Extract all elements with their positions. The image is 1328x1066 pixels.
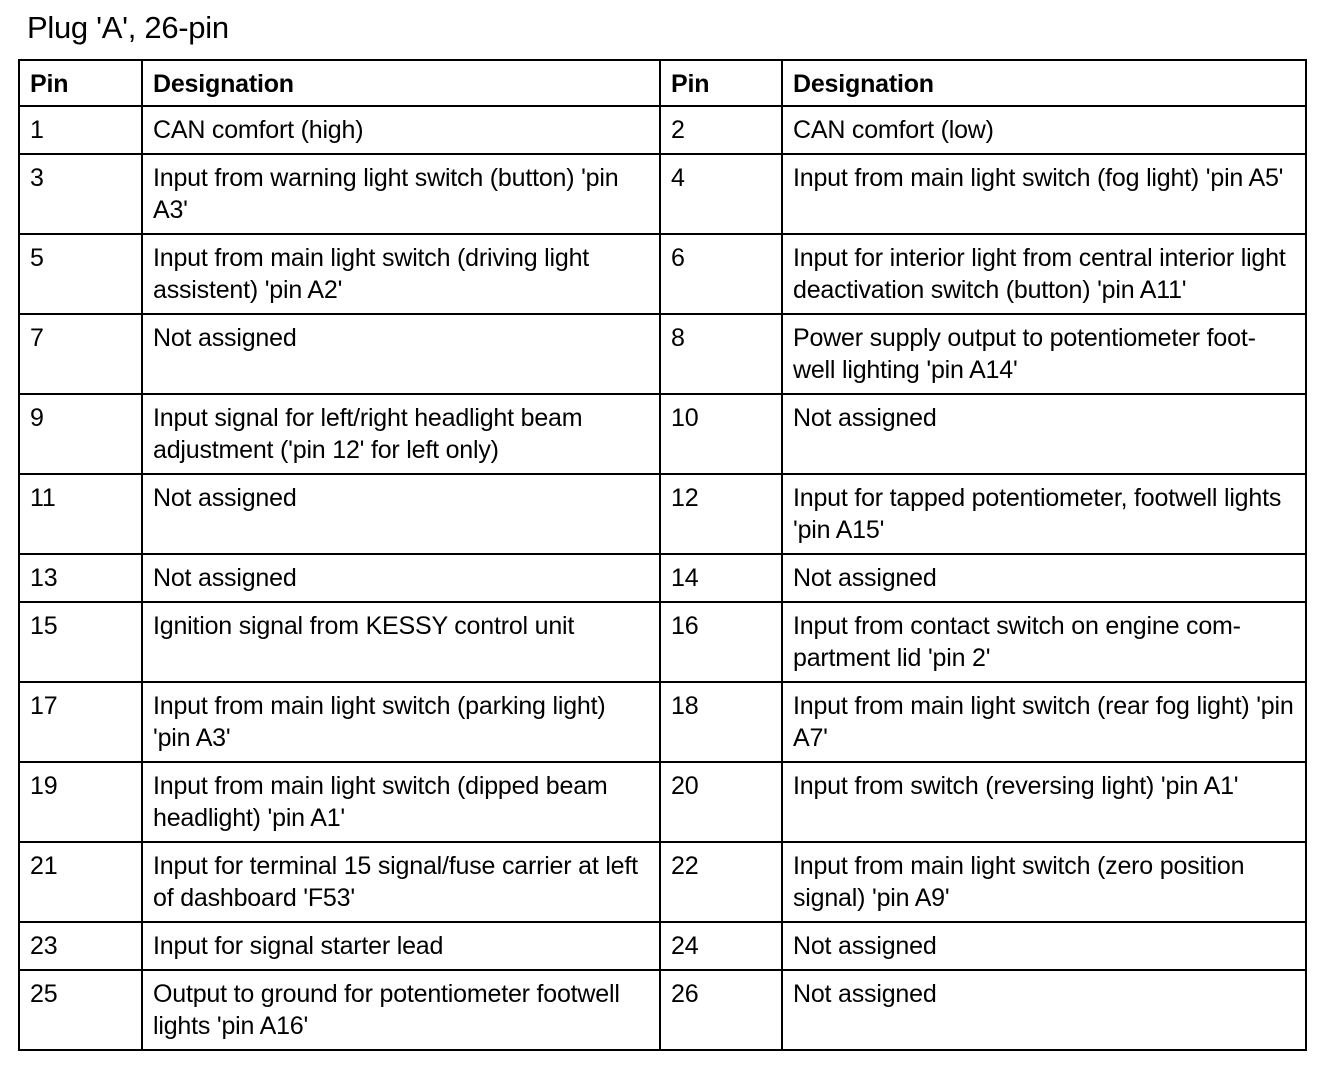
table-row bbox=[19, 314, 1306, 394]
pin-cell-right: 26 bbox=[660, 970, 782, 1050]
table-row bbox=[19, 922, 1306, 970]
designation-cell-right: CAN comfort (low) bbox=[782, 106, 1306, 154]
page-title: Plug 'A', 26-pin bbox=[27, 10, 229, 45]
designation-cell-left: Input from warning light switch (button) 'pin A3' bbox=[142, 154, 660, 234]
header-designation-right: Designation bbox=[782, 60, 1306, 106]
pin-cell-left: 7 bbox=[19, 314, 142, 394]
pin-cell-right: 22 bbox=[660, 842, 782, 922]
designation-cell-left: Input from main light switch (driving light assistent) 'pin A2' bbox=[142, 234, 660, 314]
pin-cell-left: 11 bbox=[19, 474, 142, 554]
designation-cell-right: Input from main light switch (fog light) 'pin A5' bbox=[782, 154, 1306, 234]
designation-cell-right: Input from main light switch (rear fog light) 'pin A7' bbox=[782, 682, 1306, 762]
designation-cell-right: Input for tapped potentiometer, footwell lights 'pin A15' bbox=[782, 474, 1306, 554]
pin-cell-left: 15 bbox=[19, 602, 142, 682]
designation-cell-left: Input signal for left/right headlight beam adjustment ('pin 12' for left only) bbox=[142, 394, 660, 474]
header-designation-left: Designation bbox=[142, 60, 660, 106]
table-row bbox=[19, 106, 1306, 154]
pin-cell-right: 20 bbox=[660, 762, 782, 842]
designation-cell-right: Not assigned bbox=[782, 970, 1306, 1050]
pin-cell-left: 17 bbox=[19, 682, 142, 762]
table-row bbox=[19, 602, 1306, 682]
header-pin-left: Pin bbox=[19, 60, 142, 106]
table-row bbox=[19, 394, 1306, 474]
designation-cell-left: Input for terminal 15 signal/fuse carrier at left of dashboard 'F53' bbox=[142, 842, 660, 922]
designation-cell-right: Input for interior light from central interior light deactivation switch (button) 'pin A11' bbox=[782, 234, 1306, 314]
table-row bbox=[19, 970, 1306, 1050]
pin-cell-right: 12 bbox=[660, 474, 782, 554]
pin-cell-right: 4 bbox=[660, 154, 782, 234]
designation-cell-right: Power supply output to potentiometer foot-well lighting 'pin A14' bbox=[782, 314, 1306, 394]
designation-cell-right: Input from contact switch on engine com-partment lid 'pin 2' bbox=[782, 602, 1306, 682]
pin-cell-right: 14 bbox=[660, 554, 782, 602]
pin-cell-left: 1 bbox=[19, 106, 142, 154]
designation-cell-right: Not assigned bbox=[782, 922, 1306, 970]
pin-cell-left: 25 bbox=[19, 970, 142, 1050]
table-row bbox=[19, 474, 1306, 554]
pin-cell-left: 21 bbox=[19, 842, 142, 922]
designation-cell-left: Input from main light switch (dipped beam headlight) 'pin A1' bbox=[142, 762, 660, 842]
designation-cell-right: Input from switch (reversing light) 'pin A1' bbox=[782, 762, 1306, 842]
designation-cell-left: Not assigned bbox=[142, 474, 660, 554]
pin-cell-left: 23 bbox=[19, 922, 142, 970]
designation-cell-left: Input for signal starter lead bbox=[142, 922, 660, 970]
designation-cell-left: Input from main light switch (parking light) 'pin A3' bbox=[142, 682, 660, 762]
pin-assignment-table bbox=[18, 59, 1307, 1051]
pin-cell-right: 16 bbox=[660, 602, 782, 682]
table-row bbox=[19, 154, 1306, 234]
table-row bbox=[19, 842, 1306, 922]
designation-cell-right: Not assigned bbox=[782, 554, 1306, 602]
designation-cell-left: Not assigned bbox=[142, 554, 660, 602]
table-row bbox=[19, 682, 1306, 762]
table-row bbox=[19, 234, 1306, 314]
pin-cell-right: 8 bbox=[660, 314, 782, 394]
pin-cell-right: 24 bbox=[660, 922, 782, 970]
pin-cell-right: 2 bbox=[660, 106, 782, 154]
table-header-row bbox=[19, 60, 1306, 106]
pin-cell-left: 9 bbox=[19, 394, 142, 474]
pin-cell-left: 13 bbox=[19, 554, 142, 602]
pin-cell-left: 19 bbox=[19, 762, 142, 842]
designation-cell-left: Output to ground for potentiometer footwell lights 'pin A16' bbox=[142, 970, 660, 1050]
table-row bbox=[19, 762, 1306, 842]
pin-cell-right: 6 bbox=[660, 234, 782, 314]
pin-cell-left: 3 bbox=[19, 154, 142, 234]
pin-cell-right: 18 bbox=[660, 682, 782, 762]
table-body bbox=[19, 106, 1306, 1050]
pin-cell-right: 10 bbox=[660, 394, 782, 474]
table-row bbox=[19, 554, 1306, 602]
designation-cell-left: Ignition signal from KESSY control unit bbox=[142, 602, 660, 682]
designation-cell-left: CAN comfort (high) bbox=[142, 106, 660, 154]
designation-cell-right: Input from main light switch (zero position signal) 'pin A9' bbox=[782, 842, 1306, 922]
header-pin-right: Pin bbox=[660, 60, 782, 106]
designation-cell-left: Not assigned bbox=[142, 314, 660, 394]
pin-cell-left: 5 bbox=[19, 234, 142, 314]
designation-cell-right: Not assigned bbox=[782, 394, 1306, 474]
